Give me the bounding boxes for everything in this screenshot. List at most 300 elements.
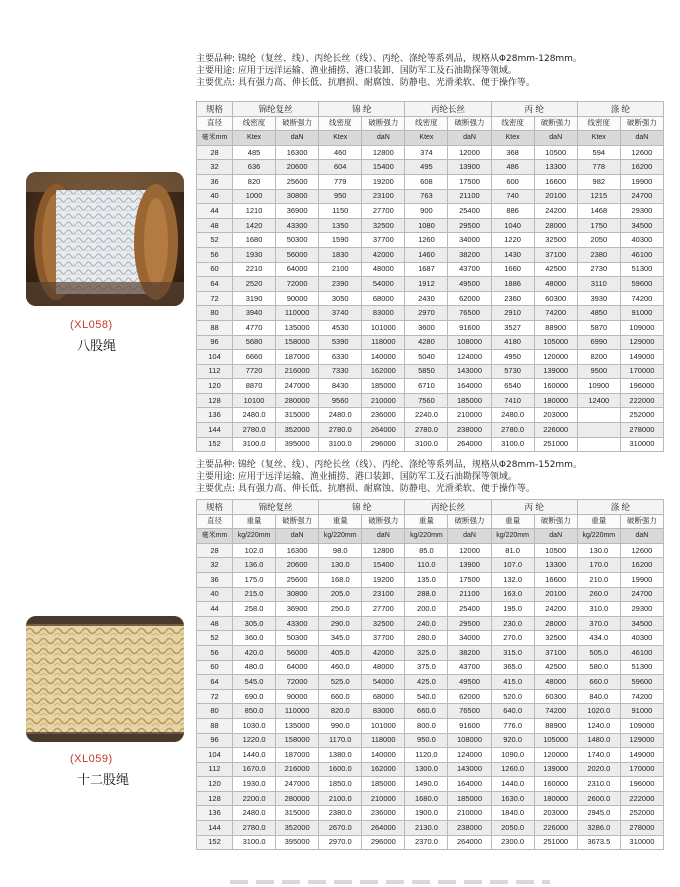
table-cell: 305.0 [233, 616, 276, 631]
table-row [197, 408, 664, 423]
table-cell: daN [620, 131, 663, 146]
table-cell: 238000 [448, 821, 491, 836]
table-cell: 74200 [534, 704, 577, 719]
table-cell: 2100 [319, 262, 362, 277]
table-cell: 310000 [620, 835, 663, 850]
table-cell: 涤 纶 [577, 500, 663, 515]
table-cell: 5390 [319, 335, 362, 350]
table-cell: 36 [197, 572, 233, 587]
table-cell: 34000 [448, 631, 491, 646]
table-cell: 76500 [448, 704, 491, 719]
table-cell: 19900 [620, 174, 663, 189]
rope-spool-image [26, 172, 184, 306]
table-cell: 6710 [405, 379, 448, 394]
table-cell: 2240.0 [405, 408, 448, 423]
footer-decoration [230, 880, 550, 884]
table-header-row [197, 131, 664, 146]
table-cell: 278000 [620, 423, 663, 438]
table-cell: 破断强力 [448, 514, 491, 529]
table-cell: 重量 [233, 514, 276, 529]
table-cell: 1120.0 [405, 748, 448, 763]
table-cell: 20100 [534, 587, 577, 602]
table-cell: 203000 [534, 408, 577, 423]
table-cell: 2210 [233, 262, 276, 277]
table-cell: 76500 [448, 306, 491, 321]
table-cell: kg/220mm [233, 529, 276, 544]
table-cell: 38200 [448, 247, 491, 262]
table-cell: 10100 [233, 393, 276, 408]
table-cell: 19900 [620, 572, 663, 587]
table-cell: daN [448, 529, 491, 544]
table-cell: 12600 [620, 145, 663, 160]
table-cell: 1080 [405, 218, 448, 233]
table-cell: 3100.0 [233, 835, 276, 850]
table-cell: 152 [197, 835, 233, 850]
table-cell: 2730 [577, 262, 620, 277]
intro-line-advantages: 主要优点: 具有强力高、伸长低、抗磨损、耐腐蚀、防静电、光滑柔软、便于操作等。 [196, 484, 535, 494]
table-cell: daN [448, 131, 491, 146]
table-cell: 48 [197, 616, 233, 631]
table-cell: 158000 [276, 335, 319, 350]
table-row [197, 791, 664, 806]
table-cell: 690.0 [233, 689, 276, 704]
table-cell: 1930 [233, 247, 276, 262]
table-cell: 24700 [620, 587, 663, 602]
table-cell: 3740 [319, 306, 362, 321]
table-cell: 50300 [276, 631, 319, 646]
table-cell: 9560 [319, 393, 362, 408]
table-cell: 3100.0 [405, 437, 448, 452]
table-cell: 236000 [362, 806, 405, 821]
table-cell: 820.0 [319, 704, 362, 719]
table-row [197, 335, 664, 350]
table-cell: 2300.0 [491, 835, 534, 850]
table-cell: 139000 [534, 762, 577, 777]
table-cell: 170.0 [577, 558, 620, 573]
table-cell: 3050 [319, 291, 362, 306]
table-cell: 240.0 [405, 616, 448, 631]
table-cell: 37100 [534, 645, 577, 660]
table-cell: 丙纶长丝 [405, 500, 491, 515]
table-cell: 40300 [620, 631, 663, 646]
table-cell: Ktex [319, 131, 362, 146]
table-cell [577, 437, 620, 452]
table-cell: 64000 [276, 262, 319, 277]
table-cell: 900 [405, 204, 448, 219]
table-row [197, 689, 664, 704]
table-cell: 44 [197, 602, 233, 617]
table-cell: 10900 [577, 379, 620, 394]
table-row [197, 262, 664, 277]
table-cell: 3100.0 [319, 437, 362, 452]
intro-block [196, 459, 666, 495]
table-row [197, 277, 664, 292]
product-name: 十二股绳 [77, 773, 130, 788]
intro-line-varieties: 主要品种: 锦纶（复丝、线）、丙纶长丝（线）、丙纶、涤纶等系列品，规格从Φ28mm-152mm。 [196, 460, 582, 470]
table-cell: 29300 [620, 602, 663, 617]
table-cell: 80 [197, 306, 233, 321]
table-cell: 60300 [534, 291, 577, 306]
table-cell: 230.0 [491, 616, 534, 631]
table-cell: 660.0 [319, 689, 362, 704]
table-cell: 1430 [491, 247, 534, 262]
table-row [197, 379, 664, 394]
table-cell: 27700 [362, 204, 405, 219]
table-cell: 74200 [620, 689, 663, 704]
table-cell: 345.0 [319, 631, 362, 646]
table-cell: 251000 [534, 437, 577, 452]
table-cell: 395000 [276, 835, 319, 850]
table-cell: 280.0 [405, 631, 448, 646]
table-cell: 21100 [448, 189, 491, 204]
table-cell: 2780.0 [233, 423, 276, 438]
table-cell: 6330 [319, 350, 362, 365]
table-cell: kg/220mm [405, 529, 448, 544]
table-cell: 140000 [362, 350, 405, 365]
table-cell: 226000 [534, 423, 577, 438]
table-cell: 296000 [362, 437, 405, 452]
product-code: (XL058) [70, 319, 113, 331]
table-cell: 129000 [620, 335, 663, 350]
table-cell: 1260 [405, 233, 448, 248]
table-header-row [197, 529, 664, 544]
table-cell: 2050 [577, 233, 620, 248]
table-cell: 85.0 [405, 543, 448, 558]
table-cell: 60300 [534, 689, 577, 704]
table-cell: 13300 [534, 160, 577, 175]
table-cell: 420.0 [233, 645, 276, 660]
table-cell: 120000 [534, 748, 577, 763]
table-cell: 2020.0 [577, 762, 620, 777]
table-cell: 规格 [197, 102, 233, 117]
table-cell: 110.0 [405, 558, 448, 573]
table-cell: Ktex [491, 131, 534, 146]
table-cell: 104 [197, 350, 233, 365]
table-cell: 12600 [620, 543, 663, 558]
table-row [197, 204, 664, 219]
table-cell: 1240.0 [577, 718, 620, 733]
table-cell: 149000 [620, 748, 663, 763]
table-cell: 1840.0 [491, 806, 534, 821]
table-cell: 180000 [534, 393, 577, 408]
table-row [197, 189, 664, 204]
table-cell: 236000 [362, 408, 405, 423]
table-cell: 135000 [276, 718, 319, 733]
table-cell: 88 [197, 320, 233, 335]
table-cell: 950.0 [405, 733, 448, 748]
table-cell: 49500 [448, 675, 491, 690]
table-cell: 涤 纶 [577, 102, 663, 117]
table-cell: 12000 [448, 145, 491, 160]
table-cell: 43700 [448, 262, 491, 277]
table-cell: 锦纶复丝 [233, 102, 319, 117]
table-cell: 395000 [276, 437, 319, 452]
table-cell: 144 [197, 821, 233, 836]
table-cell: 15400 [362, 160, 405, 175]
table-cell: 2380.0 [319, 806, 362, 821]
table-cell: daN [276, 529, 319, 544]
table-cell: 136 [197, 408, 233, 423]
table-cell: 7560 [405, 393, 448, 408]
table-cell: 195.0 [491, 602, 534, 617]
table-cell: 405.0 [319, 645, 362, 660]
table-cell: 42000 [362, 247, 405, 262]
table-cell: 丙 纶 [491, 102, 577, 117]
table-cell: 52 [197, 233, 233, 248]
table-cell: 34500 [620, 616, 663, 631]
table-cell: 139000 [534, 364, 577, 379]
table-cell: 2100.0 [319, 791, 362, 806]
table-cell: 3190 [233, 291, 276, 306]
table-cell: 59600 [620, 675, 663, 690]
table-cell: 1687 [405, 262, 448, 277]
table-row [197, 616, 664, 631]
table-cell: 线密度 [405, 116, 448, 131]
table-cell: 124000 [448, 748, 491, 763]
table-cell: 88900 [534, 320, 577, 335]
table-row [197, 835, 664, 850]
table-cell: 24200 [534, 602, 577, 617]
table-cell: 296000 [362, 835, 405, 850]
table-cell: 21100 [448, 587, 491, 602]
table-cell: 2670.0 [319, 821, 362, 836]
table-cell: 32500 [534, 631, 577, 646]
table-cell: 107.0 [491, 558, 534, 573]
table-cell: 10500 [534, 543, 577, 558]
table-cell: 4950 [491, 350, 534, 365]
table-cell: 290.0 [319, 616, 362, 631]
table-cell: 3600 [405, 320, 448, 335]
table-cell: 1740.0 [577, 748, 620, 763]
table-cell: 29500 [448, 616, 491, 631]
table-cell: 108000 [448, 335, 491, 350]
table-cell: 17500 [448, 174, 491, 189]
table-cell: 13900 [448, 160, 491, 175]
table-cell: 1260.0 [491, 762, 534, 777]
table-cell: 16600 [534, 174, 577, 189]
table-cell: 48000 [362, 262, 405, 277]
table-cell: 54000 [362, 675, 405, 690]
table-cell: 15400 [362, 558, 405, 573]
table-cell: 130.0 [319, 558, 362, 573]
table-cell: 140000 [362, 748, 405, 763]
table-cell: 600 [491, 174, 534, 189]
table-cell: 132.0 [491, 572, 534, 587]
table-cell: 415.0 [491, 675, 534, 690]
table-cell: 128 [197, 791, 233, 806]
table-cell: 64 [197, 277, 233, 292]
table-cell: 74200 [620, 291, 663, 306]
table-cell: 990.0 [319, 718, 362, 733]
table-cell: 5870 [577, 320, 620, 335]
table-row [197, 160, 664, 175]
table-cell: 72000 [276, 675, 319, 690]
table-cell: 13300 [534, 558, 577, 573]
table-cell: 3286.0 [577, 821, 620, 836]
table-row [197, 291, 664, 306]
table-cell: 19200 [362, 174, 405, 189]
table-cell: 直径 [197, 116, 233, 131]
table-cell: 16300 [276, 145, 319, 160]
table-row [197, 748, 664, 763]
table-cell: 260.0 [577, 587, 620, 602]
table-cell: 640.0 [491, 704, 534, 719]
product-name: 八股绳 [77, 339, 117, 354]
table-row [197, 558, 664, 573]
table-cell: 32 [197, 558, 233, 573]
table-cell: 250.0 [319, 602, 362, 617]
table-cell: 3100.0 [233, 437, 276, 452]
table-cell: 216000 [276, 762, 319, 777]
table-cell: 1468 [577, 204, 620, 219]
table-cell: 660.0 [577, 675, 620, 690]
table-cell: 215.0 [233, 587, 276, 602]
table-cell: 32 [197, 160, 233, 175]
table-cell: 48000 [534, 277, 577, 292]
table-cell: 163.0 [491, 587, 534, 602]
table-cell: 101000 [362, 320, 405, 335]
table-cell: 205.0 [319, 587, 362, 602]
table-cell: 485 [233, 145, 276, 160]
table-cell: 778 [577, 160, 620, 175]
table-cell: 636 [233, 160, 276, 175]
table-cell: 56 [197, 645, 233, 660]
table-cell: 49500 [448, 277, 491, 292]
table-cell: 38200 [448, 645, 491, 660]
table-cell: 216000 [276, 364, 319, 379]
table-row [197, 543, 664, 558]
table-cell: 135.0 [405, 572, 448, 587]
table-cell: 2780.0 [405, 423, 448, 438]
table-cell: 1600.0 [319, 762, 362, 777]
table-cell: 30800 [276, 189, 319, 204]
table-cell: 120 [197, 379, 233, 394]
table-row [197, 306, 664, 321]
table-cell: 226000 [534, 821, 577, 836]
table-cell: 660.0 [405, 704, 448, 719]
intro-block [196, 53, 666, 89]
table-cell: 62000 [448, 689, 491, 704]
table-cell: 1000 [233, 189, 276, 204]
table-row [197, 145, 664, 160]
table-cell: daN [362, 529, 405, 544]
table-row [197, 423, 664, 438]
table-cell: 1750 [577, 218, 620, 233]
table-row [197, 350, 664, 365]
intro-line-uses: 主要用途: 应用于远洋运输、渔业捕捞、港口装卸、国防军工及石油勘探等领域。 [196, 472, 517, 482]
spec-table [196, 499, 664, 850]
table-cell: 16600 [534, 572, 577, 587]
table-cell: 破断强力 [448, 116, 491, 131]
table-row [197, 437, 664, 452]
table-cell: 40300 [620, 233, 663, 248]
table-cell: 505.0 [577, 645, 620, 660]
table-cell: kg/220mm [577, 529, 620, 544]
table-cell: 5040 [405, 350, 448, 365]
table-cell: 185000 [448, 791, 491, 806]
table-cell: 4180 [491, 335, 534, 350]
table-cell: 40 [197, 189, 233, 204]
table-cell: 60 [197, 660, 233, 675]
table-cell: 3110 [577, 277, 620, 292]
table-cell: 27700 [362, 602, 405, 617]
table-cell: 6990 [577, 335, 620, 350]
table-cell: 线密度 [577, 116, 620, 131]
table-cell: 160000 [534, 379, 577, 394]
table-header-row [197, 514, 664, 529]
table-cell: 1900.0 [405, 806, 448, 821]
table-cell: 2480.0 [233, 408, 276, 423]
table-cell: 32500 [362, 616, 405, 631]
table-cell: 破断强力 [276, 514, 319, 529]
table-cell: 222000 [620, 393, 663, 408]
table-cell: 1660 [491, 262, 534, 277]
table-cell: 460.0 [319, 660, 362, 675]
table-cell: 3527 [491, 320, 534, 335]
table-cell: 2430 [405, 291, 448, 306]
table-cell: 950 [319, 189, 362, 204]
table-cell: 1680 [233, 233, 276, 248]
table-cell: 72 [197, 689, 233, 704]
table-cell: 495 [405, 160, 448, 175]
table-cell: 2480.0 [233, 806, 276, 821]
table-cell: 重量 [577, 514, 620, 529]
table-cell: 315.0 [491, 645, 534, 660]
table-cell: 252000 [620, 408, 663, 423]
table-cell: 破断强力 [362, 116, 405, 131]
table-cell: 48000 [534, 675, 577, 690]
table-row [197, 393, 664, 408]
table-row [197, 587, 664, 602]
table-cell: 13900 [448, 558, 491, 573]
table-cell: 310000 [620, 437, 663, 452]
table-row [197, 364, 664, 379]
table-cell: 36900 [276, 204, 319, 219]
table-cell: 56000 [276, 645, 319, 660]
table-cell: 42000 [362, 645, 405, 660]
table-cell: 365.0 [491, 660, 534, 675]
table-cell: 101000 [362, 718, 405, 733]
table-cell: 779 [319, 174, 362, 189]
table-cell: 310.0 [577, 602, 620, 617]
table-header-row [197, 116, 664, 131]
table-cell: 59600 [620, 277, 663, 292]
table-cell: 毫米mm [197, 131, 233, 146]
table-cell: 110000 [276, 704, 319, 719]
table-cell: 线密度 [319, 116, 362, 131]
table-cell: 破断强力 [362, 514, 405, 529]
table-cell: 1420 [233, 218, 276, 233]
table-cell: 1220.0 [233, 733, 276, 748]
table-cell: 152 [197, 437, 233, 452]
table-cell: 3940 [233, 306, 276, 321]
table-cell: 1886 [491, 277, 534, 292]
table-cell: 81.0 [491, 543, 534, 558]
table-cell: 46100 [620, 645, 663, 660]
table-cell: 144 [197, 423, 233, 438]
table-cell: 120 [197, 777, 233, 792]
table-cell: 1930.0 [233, 777, 276, 792]
table-cell: 210000 [448, 408, 491, 423]
table-cell: 143000 [448, 762, 491, 777]
table-cell: 24200 [534, 204, 577, 219]
table-cell: 29300 [620, 204, 663, 219]
table-cell: 88 [197, 718, 233, 733]
table-cell: 425.0 [405, 675, 448, 690]
table-cell: 210.0 [577, 572, 620, 587]
table-cell: 740 [491, 189, 534, 204]
table-cell: 120000 [534, 350, 577, 365]
